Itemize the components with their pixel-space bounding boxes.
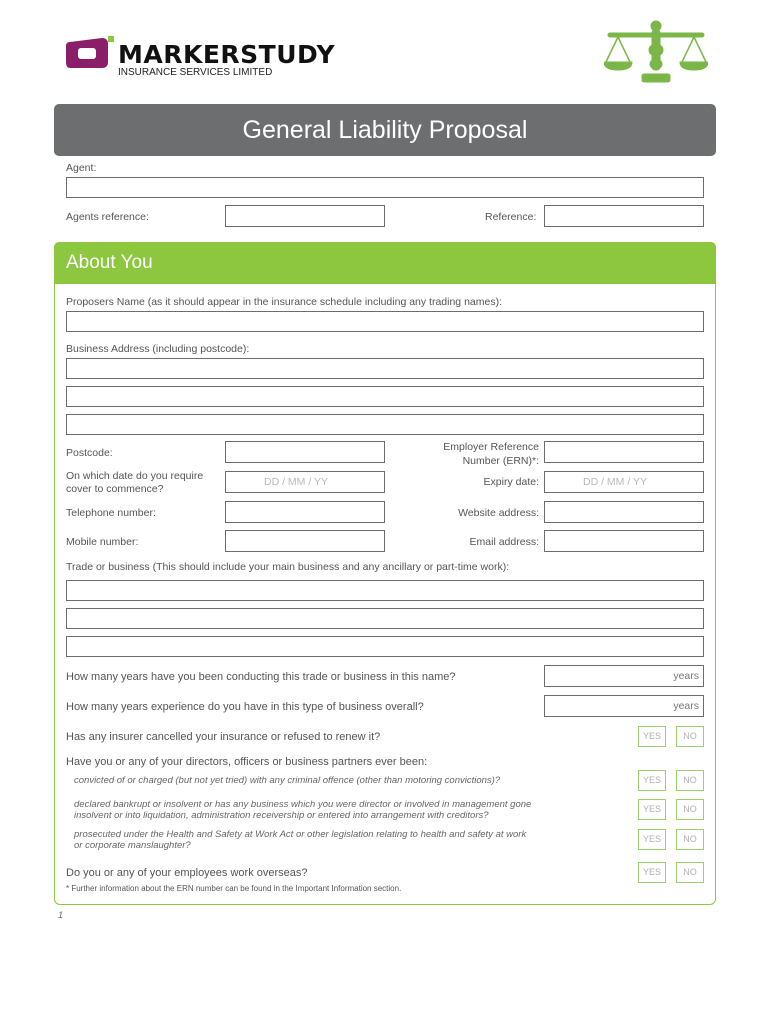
expiry-date-label: Expiry date: <box>483 476 539 488</box>
bankrupt-question-line1: declared bankrupt or insolvent or has any business which you were director or involved in management gone <box>74 799 532 810</box>
ern-label-line2: Number (ERN)*: <box>462 455 539 467</box>
ern-field[interactable] <box>544 441 704 463</box>
cancelled-yes-checkbox[interactable]: YES <box>638 726 666 747</box>
postcode-label: Postcode: <box>66 447 113 459</box>
years-trade-question: How many years have you been conducting this trade or business in this name? <box>66 671 456 683</box>
trade-label: Trade or business (This should include your main business and any ancillary or part-time work): <box>66 561 510 573</box>
bankrupt-question-line2: insolvent or into liquidation, administration receivership or entered into arrangement with creditors? <box>74 810 489 821</box>
ern-label-line1: Employer Reference <box>443 441 539 453</box>
website-field[interactable] <box>544 501 704 523</box>
business-address-field-2[interactable] <box>66 386 704 407</box>
cancelled-no-checkbox[interactable]: NO <box>676 726 704 747</box>
convicted-no-checkbox[interactable]: NO <box>676 770 704 791</box>
postcode-field[interactable] <box>225 441 385 463</box>
website-label: Website address: <box>458 507 539 519</box>
reference-label: Reference: <box>485 211 537 223</box>
email-field[interactable] <box>544 530 704 552</box>
logo-mark-icon <box>64 36 114 70</box>
email-label: Email address: <box>469 536 539 548</box>
page-number: 1 <box>58 910 64 920</box>
company-logo <box>64 34 354 80</box>
trade-field-1[interactable] <box>66 580 704 601</box>
cover-date-placeholder: DD / MM / YY <box>264 476 328 488</box>
trade-field-3[interactable] <box>66 636 704 657</box>
bankrupt-yes-checkbox[interactable]: YES <box>638 799 666 820</box>
years-experience-question: How many years experience do you have in this type of business overall? <box>66 701 424 713</box>
business-address-label: Business Address (including postcode): <box>66 343 250 355</box>
business-address-field-1[interactable] <box>66 358 704 379</box>
cancelled-question: Has any insurer cancelled your insurance or refused to renew it? <box>66 731 381 743</box>
overseas-question: Do you or any of your employees work overseas? <box>66 867 308 879</box>
cover-date-label-line2: cover to commence? <box>66 483 164 495</box>
business-address-field-3[interactable] <box>66 414 704 435</box>
telephone-label: Telephone number: <box>66 507 156 519</box>
agents-reference-field[interactable] <box>225 205 385 227</box>
expiry-date-placeholder: DD / MM / YY <box>583 476 647 488</box>
prosecuted-no-checkbox[interactable]: NO <box>676 829 704 850</box>
cover-date-label-line1: On which date do you require <box>66 470 204 482</box>
agents-reference-label: Agents reference: <box>66 211 149 223</box>
title-banner <box>54 104 716 156</box>
convicted-yes-checkbox[interactable]: YES <box>638 770 666 791</box>
years-experience-field[interactable]: years <box>544 695 704 717</box>
years-trade-field[interactable]: years <box>544 665 704 687</box>
scales-of-justice-icon <box>604 20 708 84</box>
trade-field-2[interactable] <box>66 608 704 629</box>
have-you-question: Have you or any of your directors, officers or business partners ever been: <box>66 756 428 768</box>
section-title: About You <box>66 252 153 273</box>
mobile-field[interactable] <box>225 530 385 552</box>
bankrupt-no-checkbox[interactable]: NO <box>676 799 704 820</box>
prosecuted-yes-checkbox[interactable]: YES <box>638 829 666 850</box>
proposers-name-field[interactable] <box>66 311 704 332</box>
section-header <box>54 242 716 284</box>
logo-sub-text: INSURANCE SERVICES LIMITED <box>118 67 273 78</box>
ern-footnote: * Further information about the ERN number can be found in the Important Information section. <box>66 884 402 893</box>
overseas-no-checkbox[interactable]: NO <box>676 862 704 883</box>
agent-label: Agent: <box>66 162 97 174</box>
expiry-date-field[interactable] <box>544 471 704 493</box>
logo-brand-text: MARKERSTUDY <box>118 40 336 69</box>
reference-field[interactable] <box>544 205 704 227</box>
telephone-field[interactable] <box>225 501 385 523</box>
overseas-yes-checkbox[interactable]: YES <box>638 862 666 883</box>
prosecuted-question-line2: or corporate manslaughter? <box>74 840 191 851</box>
mobile-label: Mobile number: <box>66 536 139 548</box>
agent-field[interactable] <box>66 177 704 198</box>
proposers-name-label: Proposers Name (as it should appear in the insurance schedule including any trading names): <box>66 296 502 308</box>
convicted-question: convicted of or charged (but not yet tried) with any criminal offence (other than motoring convictions)? <box>74 775 501 786</box>
prosecuted-question-line1: prosecuted under the Health and Safety at Work Act or other legislation relating to health and safety at work <box>74 829 527 840</box>
page-title: General Liability Proposal <box>242 116 528 144</box>
cover-date-field[interactable] <box>225 471 385 493</box>
